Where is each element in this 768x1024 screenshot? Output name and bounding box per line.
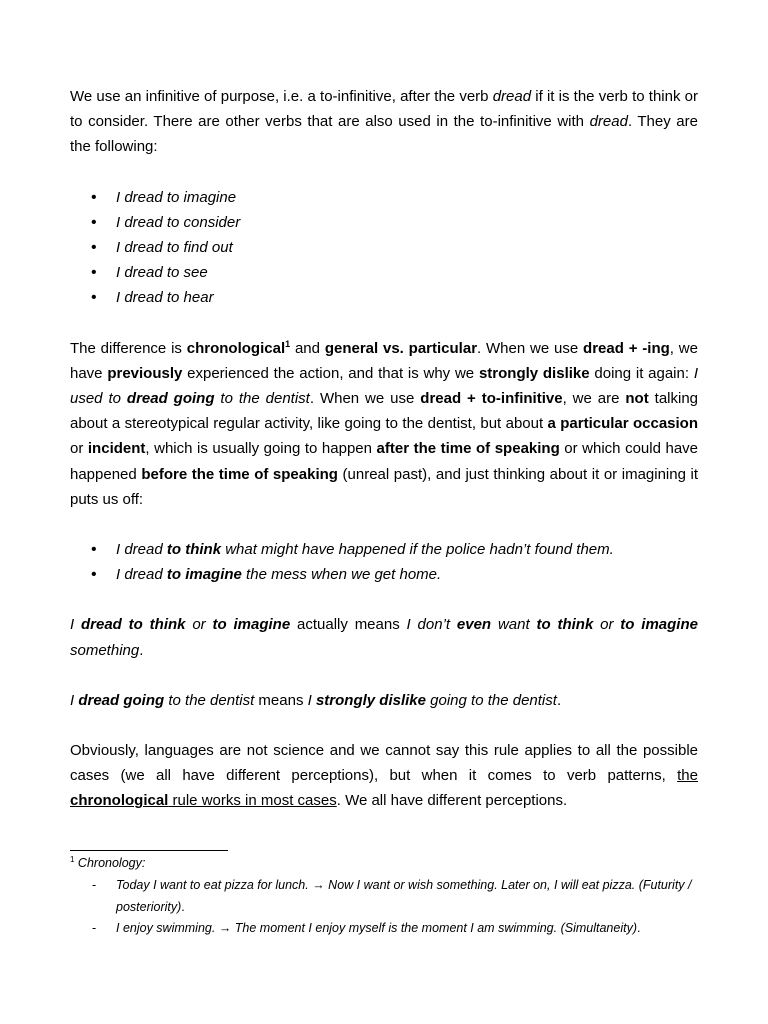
text-span: Obviously, languages are not science and we cannot say this rule applies to all the possible cases (we all have different perceptions), but when it comes to verb patterns,: [70, 742, 698, 785]
bold-italic-term: to imagine: [212, 616, 291, 634]
footnote-ref[interactable]: 1: [285, 338, 291, 349]
list-item: [70, 235, 698, 260]
bold-term: dread + -ing: [583, 339, 670, 357]
text-span: means: [254, 691, 308, 709]
text-span: The difference is: [70, 339, 187, 357]
bold-italic-term: to imagine: [166, 566, 242, 584]
footnote-number: 1: [70, 854, 75, 864]
document-body: [70, 84, 698, 814]
list-item: [70, 260, 698, 285]
bold-term: strongly dislike: [478, 364, 590, 382]
italic-term: I: [70, 691, 79, 709]
list-item-text: I dread to imagine: [116, 188, 237, 206]
text-span: Today I want to eat pizza for lunch.: [116, 878, 313, 892]
bold-italic-term: to imagine: [620, 616, 698, 634]
text-span: Now I want or wish something. Later on, I will eat pizza. (Futurity / posteriority): [116, 878, 692, 914]
italic-term: dread: [492, 88, 532, 105]
text-span: I enjoy swimming.: [116, 921, 219, 935]
italic-term: something: [70, 641, 140, 659]
bold-term: general vs. particular: [324, 339, 478, 357]
text-span: .: [181, 899, 185, 914]
bold-italic-term: dread going: [126, 390, 215, 408]
italic-term: I dread: [116, 541, 167, 559]
bold-term: a particular occasion: [547, 415, 698, 433]
text-span: doing it again:: [589, 364, 694, 382]
text-span: talking about a stereotypical regular activity, like going to the dentist, but about: [70, 390, 699, 433]
list-item: [70, 210, 698, 235]
italic-term: the mess when we get home.: [241, 566, 442, 584]
italic-term: I used to: [70, 364, 698, 408]
bold-term: after the time of speaking: [376, 440, 560, 458]
bold-italic-term: to think: [536, 616, 594, 634]
italic-term: I: [70, 616, 81, 634]
italic-term: I: [307, 691, 316, 709]
text-span: , we have: [70, 339, 698, 382]
list-item-text: I dread to find out: [116, 239, 233, 257]
text-span: . We all have different perceptions.: [336, 792, 568, 810]
bullet-icon: •: [91, 264, 97, 282]
paragraph-dread-to-think: [70, 612, 698, 662]
text-span: The moment I enjoy myself is the moment I am swimming. (Simultaneity): [231, 921, 637, 935]
footnote-divider: [70, 850, 228, 851]
bullet-icon: •: [91, 289, 97, 307]
italic-term: going to the dentist: [426, 691, 557, 709]
arrow-right-icon: →: [312, 878, 325, 892]
text-span: We use an infinitive of purpose, i.e. a to-infinitive, after the verb: [70, 88, 493, 105]
bullet-icon: •: [91, 213, 97, 231]
dash-icon: -: [92, 878, 97, 892]
bullet-icon: •: [91, 541, 97, 559]
list-item-text: I dread to see: [116, 264, 208, 282]
list-item: [70, 285, 698, 310]
list-item: [70, 537, 698, 562]
bold-term: previously: [107, 364, 183, 382]
footnote-list: [70, 875, 698, 940]
text-span: or which could have happened: [70, 440, 698, 483]
underlined-text: rule works in most cases: [168, 792, 337, 810]
bullet-icon: •: [91, 566, 97, 584]
text-span: . When we use: [477, 339, 584, 357]
bold-term: before the time of speaking: [141, 465, 338, 483]
example-list: [70, 537, 698, 587]
italic-term: to the dentist: [214, 390, 310, 408]
bold-italic-term: dread to think: [81, 616, 186, 634]
underlined-text: the: [677, 767, 698, 785]
text-span: . When we use: [309, 390, 421, 408]
text-span: .: [139, 641, 144, 659]
italic-term: I dread: [116, 566, 167, 584]
bold-italic-term: even: [456, 616, 492, 634]
list-item-text: I dread to consider: [116, 213, 241, 231]
text-span: , we are: [562, 390, 626, 408]
italic-term: what might have happened if the police hadn’t found them.: [221, 541, 614, 559]
footnote-title-text: Chronology:: [74, 856, 146, 870]
paragraph-intro: [70, 84, 698, 160]
paragraph-difference: [70, 336, 698, 512]
verb-list: [70, 185, 698, 311]
bold-italic-term: dread going: [78, 691, 165, 709]
italic-term: or: [185, 616, 213, 634]
list-item: [70, 562, 698, 587]
text-span: actually means: [290, 616, 407, 634]
bullet-icon: •: [91, 239, 97, 257]
italic-term: or: [593, 616, 621, 634]
list-item: [70, 185, 698, 210]
footnote-title: [70, 853, 698, 873]
bold-term: dread + to-infinitive: [420, 390, 563, 408]
dash-icon: -: [92, 921, 97, 935]
italic-term: dread: [589, 113, 628, 131]
text-span: (unreal past), and just thinking about it or imagining it puts us off:: [70, 465, 699, 508]
text-span: .: [637, 921, 641, 935]
footnote-item: [70, 918, 698, 940]
text-span: and: [290, 339, 325, 357]
footnote-item: [70, 875, 698, 918]
italic-term: to the dentist: [164, 691, 255, 709]
italic-term: I don’t: [406, 616, 457, 634]
bold-underlined-term: chronological: [70, 792, 169, 810]
bold-italic-term: strongly dislike: [315, 691, 426, 709]
bold-term: not: [625, 390, 649, 408]
italic-term: want: [491, 616, 537, 634]
paragraph-dread-going: [70, 688, 698, 713]
text-span: if it is the verb to think or to consider. There are other verbs that are also used in the to-infinitive with: [70, 88, 698, 131]
paragraph-conclusion: [70, 738, 698, 814]
text-span: experienced the action, and that is why we: [182, 364, 479, 382]
list-item-text: I dread to hear: [116, 289, 214, 307]
text-span: . They are the following:: [70, 113, 698, 156]
arrow-right-icon: →: [218, 921, 232, 935]
bold-term: incident: [87, 440, 146, 458]
bullet-icon: •: [91, 188, 97, 206]
bold-term: chronological: [186, 339, 286, 357]
text-span: .: [556, 691, 562, 709]
bold-italic-term: to think: [166, 541, 222, 559]
text-span: , which is usually going to happen: [145, 440, 377, 458]
footnote-section: [70, 850, 698, 940]
text-span: or: [70, 440, 88, 458]
